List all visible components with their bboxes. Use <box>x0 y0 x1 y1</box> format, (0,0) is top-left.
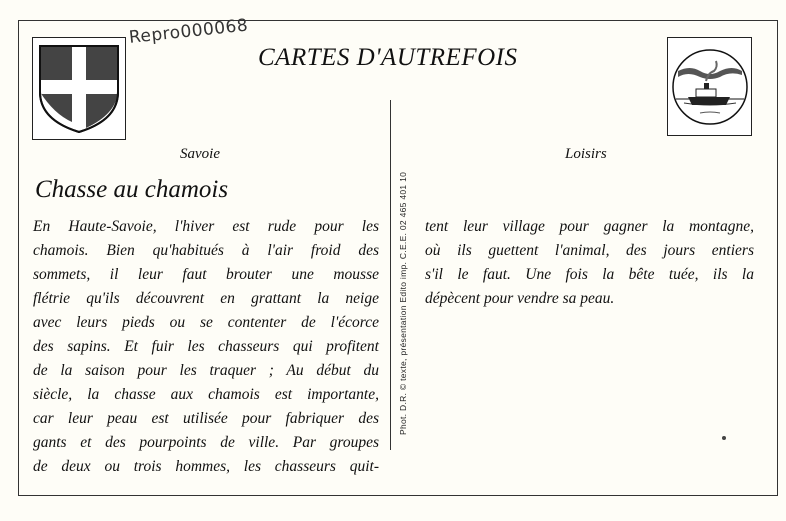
text-line: En Haute-Savoie, l'hiver est rude pour les <box>33 218 379 235</box>
region-label: Savoie <box>180 146 220 162</box>
series-title: CARTES D'AUTREFOIS <box>258 44 518 71</box>
ink-speck <box>722 436 726 440</box>
text-line: des sapins. Et fuir les chasseurs qui profitent <box>33 338 379 355</box>
text-line: tent leur village pour gagner la montagne, <box>425 218 754 235</box>
category-label: Loisirs <box>565 146 607 162</box>
text-column-left <box>33 215 379 479</box>
steamboat-lake-emblem-icon <box>667 37 752 136</box>
text-line: s'il le faut. Une fois la bête tuée, ils la <box>425 266 754 283</box>
savoy-cross-shield-icon <box>32 37 126 140</box>
text-line: flétrie qu'ils découvrent en grattant la neige <box>33 290 379 307</box>
handwritten-reference: Repro000068 <box>128 15 250 48</box>
text-line: avec leurs pieds ou se contenter de l'écorce <box>33 314 379 331</box>
text-line: de deux ou trois hommes, les chasseurs quit- <box>33 458 379 475</box>
text-line: chamois. Bien qu'habitués à l'air froid des <box>33 242 379 259</box>
article-heading: Chasse au chamois <box>35 176 229 203</box>
publisher-credit: Phot. D.R. © texte, présentation Edito imp. C.E.E. 02 465 401 10 <box>398 171 408 435</box>
text-line: dépècent pour vendre sa peau. <box>425 290 615 307</box>
text-line: sommets, il leur faut brouter une mousse <box>33 266 379 283</box>
text-column-right <box>425 215 754 311</box>
text-line: de la saison pour les traquer ; Au début du <box>33 362 379 379</box>
text-line: où ils guettent l'animal, des jours entiers <box>425 242 754 259</box>
text-line: siècle, la chasse aux chamois est importante, <box>33 386 379 403</box>
center-divider <box>390 100 391 450</box>
text-line: car leur peau est utilisée pour fabriquer des <box>33 410 379 427</box>
text-line: gants et des pourpoints de ville. Par groupes <box>33 434 379 451</box>
